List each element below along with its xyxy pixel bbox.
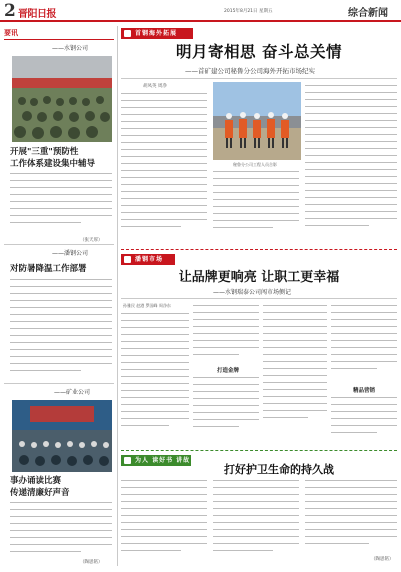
middle-subtitle-1: 打造金牌 <box>217 368 240 374</box>
top-feature <box>121 26 397 246</box>
middle-col1 <box>121 310 189 440</box>
middle-col4b <box>331 394 397 440</box>
bottom-banner: 为人 读好书 讲故事 <box>121 455 191 466</box>
middle-col2 <box>193 302 259 362</box>
article2-body <box>10 276 112 380</box>
middle-feature <box>121 252 397 448</box>
top-headline: 明月寄相思 奋斗总关情 <box>176 42 342 61</box>
bottom-col1 <box>121 477 207 561</box>
article1-headline-2: 工作体系建设集中辅导 <box>10 159 96 169</box>
top-banner: 首钢海外拓展 <box>121 28 193 39</box>
top-col3 <box>305 82 397 242</box>
header-date: 2015年8月21日 星期五 <box>224 9 273 14</box>
page-header <box>0 0 401 22</box>
middle-col2b <box>193 374 259 440</box>
article3-body <box>10 499 112 555</box>
article2-source: ——潘钢公司 <box>52 250 89 257</box>
article1-body <box>10 170 112 230</box>
section-tag-yaoxun: 要讯 <box>4 29 18 37</box>
top-col2 <box>213 168 299 240</box>
page-number: 2 <box>4 1 16 21</box>
bottom-author: （陶思铭） <box>371 557 394 562</box>
article1-author: （张天厚） <box>80 238 103 243</box>
article2-headline: 对防暑降温工作部署 <box>10 264 87 274</box>
middle-subtitle-2: 精品营销 <box>353 388 376 394</box>
middle-col4 <box>331 302 397 382</box>
middle-col3 <box>263 302 327 440</box>
article1-headline-1: 开展"三重"预防性 <box>10 147 79 157</box>
top-byline: 胡凤英 周净 <box>143 84 167 89</box>
article3-source: ——矿业公司 <box>54 389 91 396</box>
article1-source: ——水钢公司 <box>52 45 89 52</box>
top-photo-caption: 秘鲁分公司工程人员合影 <box>233 162 277 167</box>
top-subhead: ——首矿建公司秘鲁分公司海外开拓市场纪实 <box>185 67 315 75</box>
top-photo <box>213 82 301 160</box>
middle-subhead: ——水钢瑞泰公司闯市场侧记 <box>213 289 292 296</box>
article3-headline-1: 事办诵读比赛 <box>10 476 62 486</box>
middle-byline: 孙雅民 赵港 罗国峰 周净东 <box>123 303 171 308</box>
header-section: 综合新闻 <box>348 8 388 19</box>
middle-headline: 让品牌更响亮 让职工更幸福 <box>178 270 340 285</box>
masthead-logo: 晋阳日报 <box>18 9 56 20</box>
article3-photo <box>12 400 112 472</box>
top-col1 <box>121 90 207 240</box>
article3-headline-2: 传递清廉好声音 <box>10 488 70 498</box>
article1-photo <box>12 56 112 142</box>
middle-banner: 潘钢市场 <box>121 254 175 265</box>
bottom-col2 <box>213 477 299 561</box>
bottom-col3 <box>305 477 397 553</box>
bottom-feature <box>121 453 397 566</box>
left-column <box>4 26 114 566</box>
bottom-headline: 打好护卫生命的持久战 <box>224 463 334 476</box>
article3-author: （陶思铭） <box>80 560 103 565</box>
